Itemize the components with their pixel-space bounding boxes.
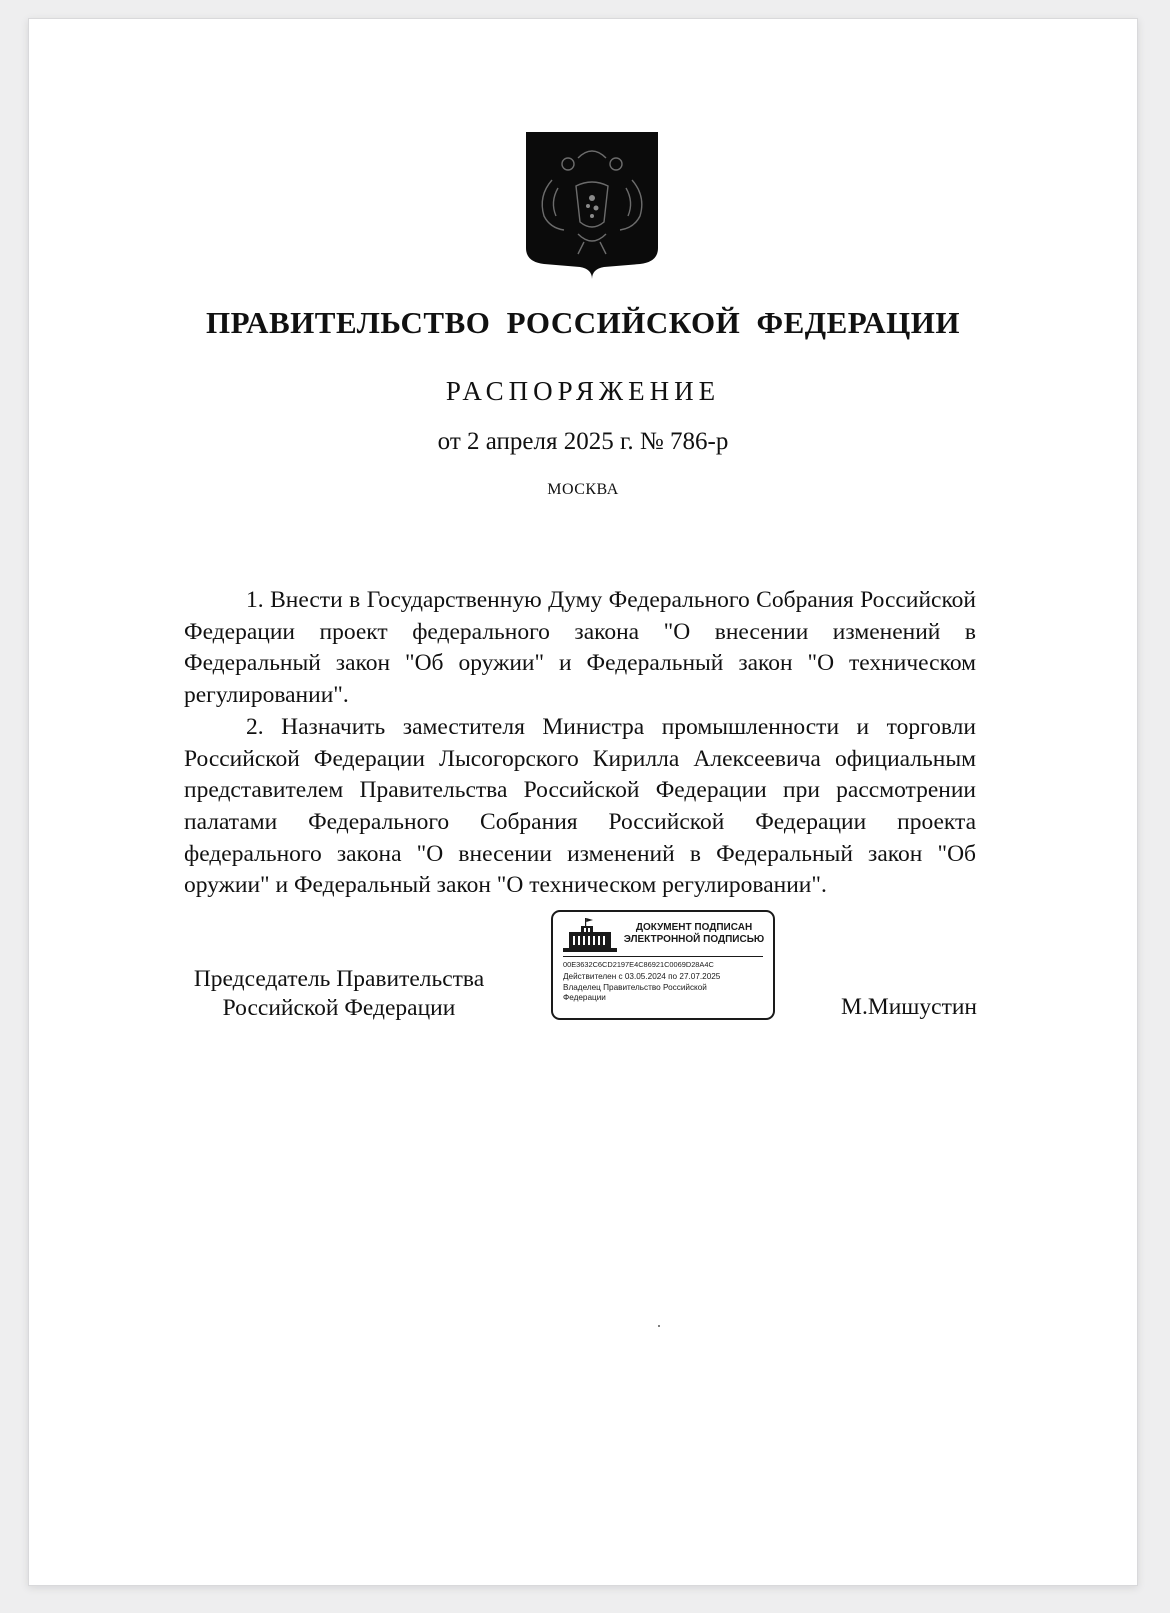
signer-title-line1: Председатель Правительства [193,966,485,992]
document-page [28,18,1138,1586]
paragraph-2: 2. Назначить заместителя Министра промышленности и торговли Российской Федерации Лысогорского Кирилла Алексеевича официальным представителем Правительства Российской Федерации при рассмотрении палатами Федерального Собрания Российской Федерации проекта федерального закона "О внесении изменений в Федеральный закон "Об оружии" и Федеральный закон "О техническом регулировании". [184,713,976,899]
stamp-divider [563,956,763,957]
signer-title [169,965,509,1023]
stamp-certificate: 00E3632C6CD2197E4C86921C0069D28A4C [563,960,714,969]
stamp-heading [619,922,769,946]
document-city: МОСКВА [547,481,619,498]
signer-name: М.Мишустин [841,994,977,1020]
russian-coat-of-arms-icon [524,130,660,280]
document-date-number: от 2 апреля 2025 г. № 786-р [437,428,729,455]
stamp-owner: Владелец Правительство Российской Федерации [563,983,707,1002]
government-building-icon [563,918,617,952]
document-body [184,585,976,902]
government-title: ПРАВИТЕЛЬСТВО РОССИЙСКОЙ ФЕДЕРАЦИИ [206,305,960,340]
signer-title-line2: Российской Федерации [222,995,456,1021]
scan-speck [658,1325,660,1327]
electronic-signature-stamp [551,910,775,1020]
stamp-validity: Действителен с 03.05.2024 по 27.07.2025 [563,972,721,981]
paragraph-1: 1. Внести в Государственную Думу Федерального Собрания Российской Федерации проект федерального закона "О внесении изменений в Федеральный закон "Об оружии" и Федеральный закон "О техническом регулировании". [184,587,976,709]
stamp-heading-line2: ЭЛЕКТРОННОЙ ПОДПИСЬЮ [623,934,765,945]
document-type: РАСПОРЯЖЕНИЕ [445,376,721,406]
stamp-heading-line1: ДОКУМЕНТ ПОДПИСАН [635,922,753,933]
